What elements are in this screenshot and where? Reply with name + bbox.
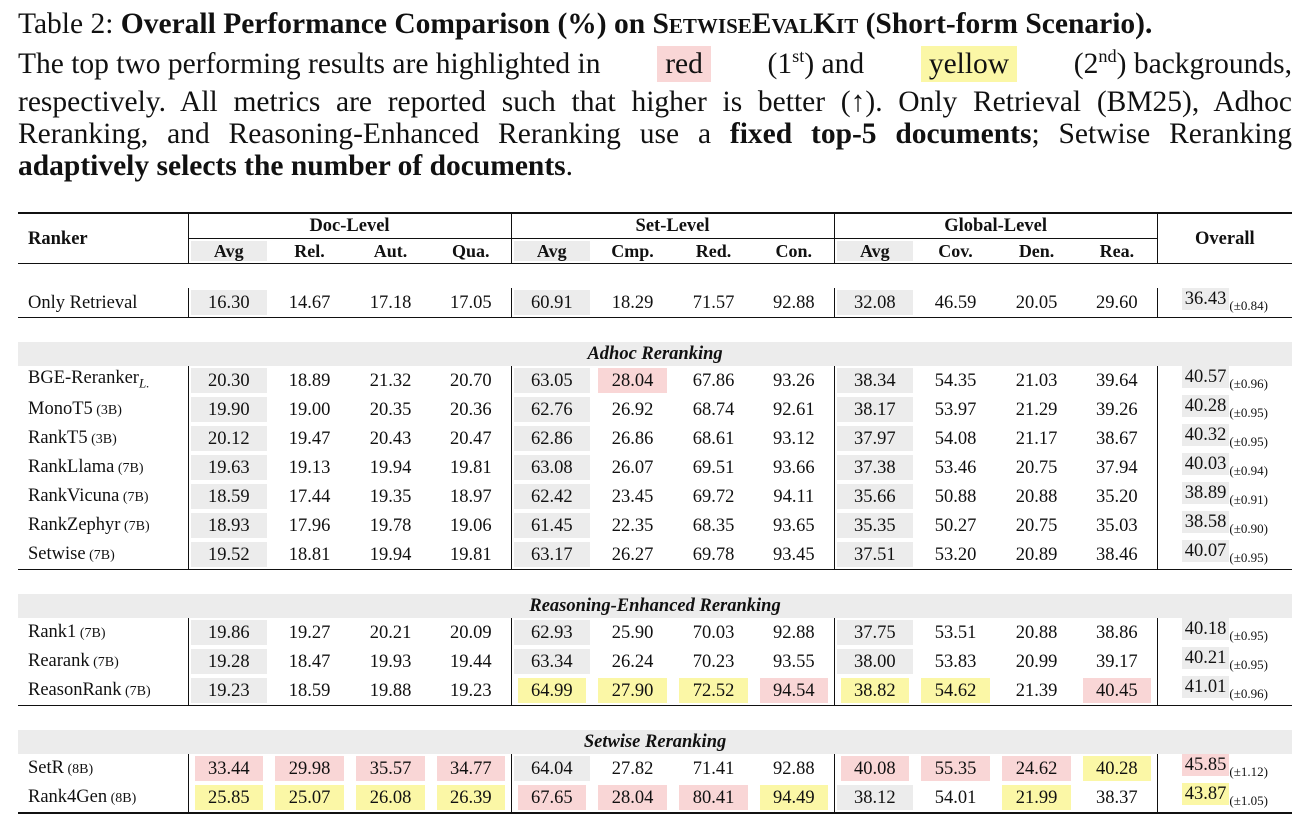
ranker-name: SetR (8B) [28, 757, 94, 778]
ranker-name: Setwise (7B) [28, 543, 115, 564]
metric-cell: 39.17 [1096, 651, 1138, 672]
metric-cell: 17.05 [449, 292, 492, 313]
metric-cell: 19.13 [288, 457, 331, 478]
metric-cell: 19.90 [188, 395, 269, 424]
metric-cell: 70.23 [692, 651, 735, 672]
table-row [18, 676, 1292, 706]
metric-cell: 70.03 [692, 622, 735, 643]
metric-cell: 39.64 [1096, 370, 1138, 391]
metric-cell: 16.30 [188, 288, 269, 318]
overall-cell: 41.01 $_{(\pm 0.96)}$ [1157, 676, 1292, 706]
metric-cell: 93.55 [772, 651, 815, 672]
section-spacer [18, 264, 1292, 289]
section-title: Reasoning-Enhanced Reranking [18, 594, 1292, 618]
metric-cell: 37.94 [1096, 457, 1138, 478]
metric-cell: 26.24 [611, 651, 654, 672]
metric-cell: 67.86 [692, 370, 735, 391]
metric-cell: 92.88 [772, 622, 815, 643]
metric-cell: 23.45 [611, 486, 654, 507]
metric-cell: 68.74 [692, 399, 735, 420]
metric-cell: 55.35 [915, 754, 996, 783]
metric-cell: 37.38 [834, 453, 915, 482]
metric-cell: 20.47 [449, 428, 492, 449]
metric-cell: 19.86 [188, 618, 269, 647]
metric-cell: 53.51 [934, 622, 977, 643]
caption-title: Overall Performance Comparison (%) on SetwiseEvalKit (Short-form Scenario). [120, 8, 1153, 40]
col-header: Den. [996, 239, 1077, 264]
col-header: Qua. [431, 239, 511, 264]
metric-cell: 62.93 [511, 618, 592, 647]
overall-cell: 38.89 $_{(\pm 0.91)}$ [1157, 482, 1292, 511]
metric-cell: 37.51 [834, 540, 915, 570]
metric-cell: 14.67 [288, 292, 331, 313]
metric-cell: 26.08 [350, 783, 431, 813]
metric-cell: 19.78 [369, 515, 412, 536]
metric-cell: 35.20 [1096, 486, 1138, 507]
red-highlight-word: red [657, 46, 711, 82]
metric-cell: 21.32 [369, 370, 412, 391]
metric-cell: 25.90 [611, 622, 654, 643]
metric-cell: 24.62 [996, 754, 1077, 783]
metric-cell: 18.59 [188, 482, 269, 511]
metric-cell: 35.66 [834, 482, 915, 511]
metric-cell: 38.00 [834, 647, 915, 676]
metric-cell: 19.63 [188, 453, 269, 482]
metric-cell: 20.12 [188, 424, 269, 453]
metric-cell: 20.05 [1015, 292, 1058, 313]
ranker-name: RankZephyr (7B) [28, 514, 150, 535]
metric-cell: 93.12 [772, 428, 815, 449]
metric-cell: 71.41 [692, 758, 735, 779]
metric-cell: 19.47 [288, 428, 331, 449]
metric-cell: 61.45 [511, 511, 592, 540]
metric-cell: 35.57 [350, 754, 431, 783]
section-title: Adhoc Reranking [18, 342, 1292, 366]
overall-cell: 40.21 $_{(\pm 0.95)}$ [1157, 647, 1292, 676]
col-header: Cov. [915, 239, 996, 264]
metric-cell: 39.26 [1096, 399, 1138, 420]
metric-cell: 27.82 [611, 758, 654, 779]
metric-cell: 54.35 [934, 370, 977, 391]
metric-cell: 38.67 [1096, 428, 1138, 449]
metric-cell: 53.46 [934, 457, 977, 478]
metric-cell: 19.23 [188, 676, 269, 706]
metric-cell: 94.49 [754, 783, 834, 813]
metric-cell: 19.88 [369, 680, 412, 701]
table-row [18, 424, 1292, 453]
metric-cell: 18.47 [288, 651, 331, 672]
metric-cell: 38.12 [834, 783, 915, 813]
metric-cell: 21.39 [1015, 680, 1058, 701]
table-row [18, 618, 1292, 647]
section-title: Setwise Reranking [18, 730, 1292, 754]
table-row [18, 453, 1292, 482]
metric-cell: 21.17 [1015, 428, 1058, 449]
col-header: Con. [754, 239, 834, 264]
metric-cell: 17.44 [288, 486, 331, 507]
metric-cell: 27.90 [592, 676, 673, 706]
metric-cell: 53.97 [934, 399, 977, 420]
table-row [18, 395, 1292, 424]
ranker-name: RankLlama (7B) [28, 456, 144, 477]
ranker-header: Ranker [18, 213, 188, 264]
metric-cell: 32.08 [834, 288, 915, 318]
metric-cell: 63.17 [511, 540, 592, 570]
col-header: Rel. [269, 239, 350, 264]
metric-cell: 20.21 [369, 622, 412, 643]
section-title-row [18, 730, 1292, 754]
metric-cell: 17.18 [369, 292, 412, 313]
metric-cell: 40.45 [1077, 676, 1157, 706]
overall-cell: 38.58 $_{(\pm 0.90)}$ [1157, 511, 1292, 540]
ranker-name: MonoT5 (3B) [28, 398, 122, 419]
ranker-name: RankT5 (3B) [28, 427, 117, 448]
header-row-groups [18, 213, 1292, 239]
metric-cell: 67.65 [511, 783, 592, 813]
table-row [18, 783, 1292, 813]
metric-cell: 19.00 [288, 399, 331, 420]
caption-body: respectively. All metrics are reported such that higher is better (↑). Only Retrieval (BM25), Adhoc Reranking, and Reasoning-Enhanced Reranking use a fixed top-5 documents; Setwise Reranking adaptively selects the number of documents. [18, 86, 1292, 182]
metric-cell: 20.99 [1015, 651, 1058, 672]
metric-cell: 46.59 [934, 292, 977, 313]
metric-cell: 26.39 [431, 783, 511, 813]
col-header: Avg [511, 239, 592, 264]
ranker-name: Rank1 (7B) [28, 621, 106, 642]
metric-cell: 71.57 [692, 292, 735, 313]
metric-cell: 53.20 [934, 544, 977, 565]
metric-cell: 37.97 [834, 424, 915, 453]
section-title-row [18, 594, 1292, 618]
col-header: Cmp. [592, 239, 673, 264]
ranker-name: RankVicuna (7B) [28, 485, 149, 506]
metric-cell: 20.35 [369, 399, 412, 420]
metric-cell: 20.89 [1015, 544, 1058, 565]
metric-cell: 69.72 [692, 486, 735, 507]
section-spacer [18, 706, 1292, 731]
metric-cell: 19.81 [449, 544, 492, 565]
metric-cell: 19.06 [449, 515, 492, 536]
caption-label: Table 2: [18, 8, 114, 40]
results-table [18, 212, 1292, 814]
metric-cell: 17.96 [288, 515, 331, 536]
metric-cell: 22.35 [611, 515, 654, 536]
table-body [18, 264, 1292, 814]
metric-cell: 94.54 [754, 676, 834, 706]
ranker-name: Rank4Gen (8B) [18, 783, 188, 813]
metric-cell: 33.44 [188, 754, 269, 783]
metric-cell: 20.43 [369, 428, 412, 449]
metric-cell: 38.34 [834, 366, 915, 395]
overall-cell: 40.18 $_{(\pm 0.95)}$ [1157, 618, 1292, 647]
metric-cell: 92.88 [772, 292, 815, 313]
metric-cell: 34.77 [431, 754, 511, 783]
ranker-name: ReasonRank (7B) [28, 679, 151, 700]
table-caption [18, 6, 1292, 182]
metric-cell: 19.93 [369, 651, 412, 672]
metric-cell: 26.07 [611, 457, 654, 478]
metric-cell: 69.51 [692, 457, 735, 478]
yellow-highlight-word: yellow [921, 46, 1017, 82]
ranker-name: Rearank (7B) [28, 650, 119, 671]
table-row [18, 511, 1292, 540]
metric-cell: 25.07 [269, 783, 350, 813]
metric-cell: 20.75 [1015, 457, 1058, 478]
metric-cell: 18.59 [288, 680, 331, 701]
metric-cell: 35.35 [834, 511, 915, 540]
metric-cell: 20.75 [1015, 515, 1058, 536]
metric-cell: 26.92 [611, 399, 654, 420]
metric-cell: 18.29 [611, 292, 654, 313]
ranker-name: Only Retrieval [28, 292, 138, 313]
metric-cell: 19.94 [369, 457, 412, 478]
table-row [18, 754, 1292, 783]
ranker-name: BGE-Reranker$_{L.}$ [28, 367, 150, 391]
table-row [18, 540, 1292, 570]
metric-cell: 63.05 [511, 366, 592, 395]
overall-header: Overall [1157, 213, 1292, 264]
metric-cell: 38.46 [1096, 544, 1138, 565]
metric-cell: 93.66 [772, 457, 815, 478]
metric-cell: 18.93 [188, 511, 269, 540]
metric-cell: 29.60 [1096, 292, 1138, 313]
metric-cell: 50.27 [934, 515, 977, 536]
kit-name: SetwiseEvalKit [652, 8, 859, 40]
metric-cell: 20.70 [449, 370, 492, 391]
header-row-metrics [18, 239, 1292, 264]
metric-cell: 28.04 [592, 783, 673, 813]
metric-cell: 19.81 [449, 457, 492, 478]
overall-cell: 40.07 $_{(\pm 0.95)}$ [1157, 540, 1292, 570]
overall-cell: 40.57 $_{(\pm 0.96)}$ [1157, 366, 1292, 395]
col-header: Rea. [1077, 239, 1157, 264]
metric-cell: 21.29 [1015, 399, 1058, 420]
metric-cell: 40.28 [1077, 754, 1157, 783]
global-level-header: Global-Level [834, 213, 1157, 239]
metric-cell: 21.99 [996, 783, 1077, 813]
metric-cell: 38.86 [1096, 622, 1138, 643]
metric-cell: 21.03 [1015, 370, 1058, 391]
metric-cell: 63.08 [511, 453, 592, 482]
metric-cell: 62.86 [511, 424, 592, 453]
table-row [18, 482, 1292, 511]
table-row [18, 288, 1292, 318]
overall-cell: 45.85 $_{(\pm 1.12)}$ [1157, 754, 1292, 783]
metric-cell: 19.52 [188, 540, 269, 570]
metric-cell: 62.76 [511, 395, 592, 424]
metric-cell: 26.86 [611, 428, 654, 449]
metric-cell: 93.26 [772, 370, 815, 391]
metric-cell: 92.61 [772, 399, 815, 420]
metric-cell: 20.30 [188, 366, 269, 395]
metric-cell: 54.62 [915, 676, 996, 706]
col-header: Avg [188, 239, 269, 264]
metric-cell: 20.09 [449, 622, 492, 643]
metric-cell: 93.45 [772, 544, 815, 565]
col-header: Avg [834, 239, 915, 264]
metric-cell: 38.17 [834, 395, 915, 424]
metric-cell: 29.98 [269, 754, 350, 783]
metric-cell: 19.23 [449, 680, 492, 701]
overall-cell: 40.32 $_{(\pm 0.95)}$ [1157, 424, 1292, 453]
metric-cell: 64.04 [511, 754, 592, 783]
metric-cell: 20.36 [449, 399, 492, 420]
metric-cell: 19.28 [188, 647, 269, 676]
metric-cell: 62.42 [511, 482, 592, 511]
set-level-header: Set-Level [511, 213, 834, 239]
overall-cell: 36.43 $_{(\pm 0.84)}$ [1157, 288, 1292, 318]
overall-cell: 40.28 $_{(\pm 0.95)}$ [1157, 395, 1292, 424]
metric-cell: 35.03 [1096, 515, 1138, 536]
section-spacer [18, 318, 1292, 343]
metric-cell: 72.52 [673, 676, 754, 706]
metric-cell: 38.37 [1077, 783, 1157, 813]
metric-cell: 53.83 [934, 651, 977, 672]
metric-cell: 54.08 [934, 428, 977, 449]
metric-cell: 19.94 [369, 544, 412, 565]
metric-cell: 60.91 [511, 288, 592, 318]
metric-cell: 80.41 [673, 783, 754, 813]
doc-level-header: Doc-Level [188, 213, 511, 239]
caption-line-1 [18, 6, 1292, 42]
metric-cell: 69.78 [692, 544, 735, 565]
section-spacer [18, 570, 1292, 595]
metric-cell: 37.75 [834, 618, 915, 647]
metric-cell: 40.08 [834, 754, 915, 783]
metric-cell: 92.88 [772, 758, 815, 779]
metric-cell: 93.65 [772, 515, 815, 536]
metric-cell: 19.27 [288, 622, 331, 643]
overall-cell: 40.03 $_{(\pm 0.94)}$ [1157, 453, 1292, 482]
metric-cell: 38.82 [834, 676, 915, 706]
metric-cell: 20.88 [1015, 622, 1058, 643]
metric-cell: 94.11 [773, 486, 815, 507]
table-row [18, 366, 1292, 395]
metric-cell: 25.85 [188, 783, 269, 813]
metric-cell: 50.88 [934, 486, 977, 507]
col-header: Aut. [350, 239, 431, 264]
metric-cell: 20.88 [1015, 486, 1058, 507]
metric-cell: 18.97 [449, 486, 492, 507]
metric-cell: 19.35 [369, 486, 412, 507]
metric-cell: 18.89 [288, 370, 331, 391]
metric-cell: 68.35 [692, 515, 735, 536]
overall-cell: 43.87 $_{(\pm 1.05)}$ [1157, 783, 1292, 813]
metric-cell: 54.01 [915, 783, 996, 813]
metric-cell: 63.34 [511, 647, 592, 676]
section-title-row [18, 342, 1292, 366]
col-header: Red. [673, 239, 754, 264]
metric-cell: 28.04 [592, 366, 673, 395]
metric-cell: 68.61 [692, 428, 735, 449]
metric-cell: 18.81 [288, 544, 331, 565]
metric-cell: 19.44 [449, 651, 492, 672]
metric-cell: 26.27 [611, 544, 654, 565]
table-row [18, 647, 1292, 676]
caption-line-2: The top two performing results are highlighted in red (1st) and yellow (2nd) backgrounds, [18, 46, 1292, 80]
metric-cell: 64.99 [511, 676, 592, 706]
